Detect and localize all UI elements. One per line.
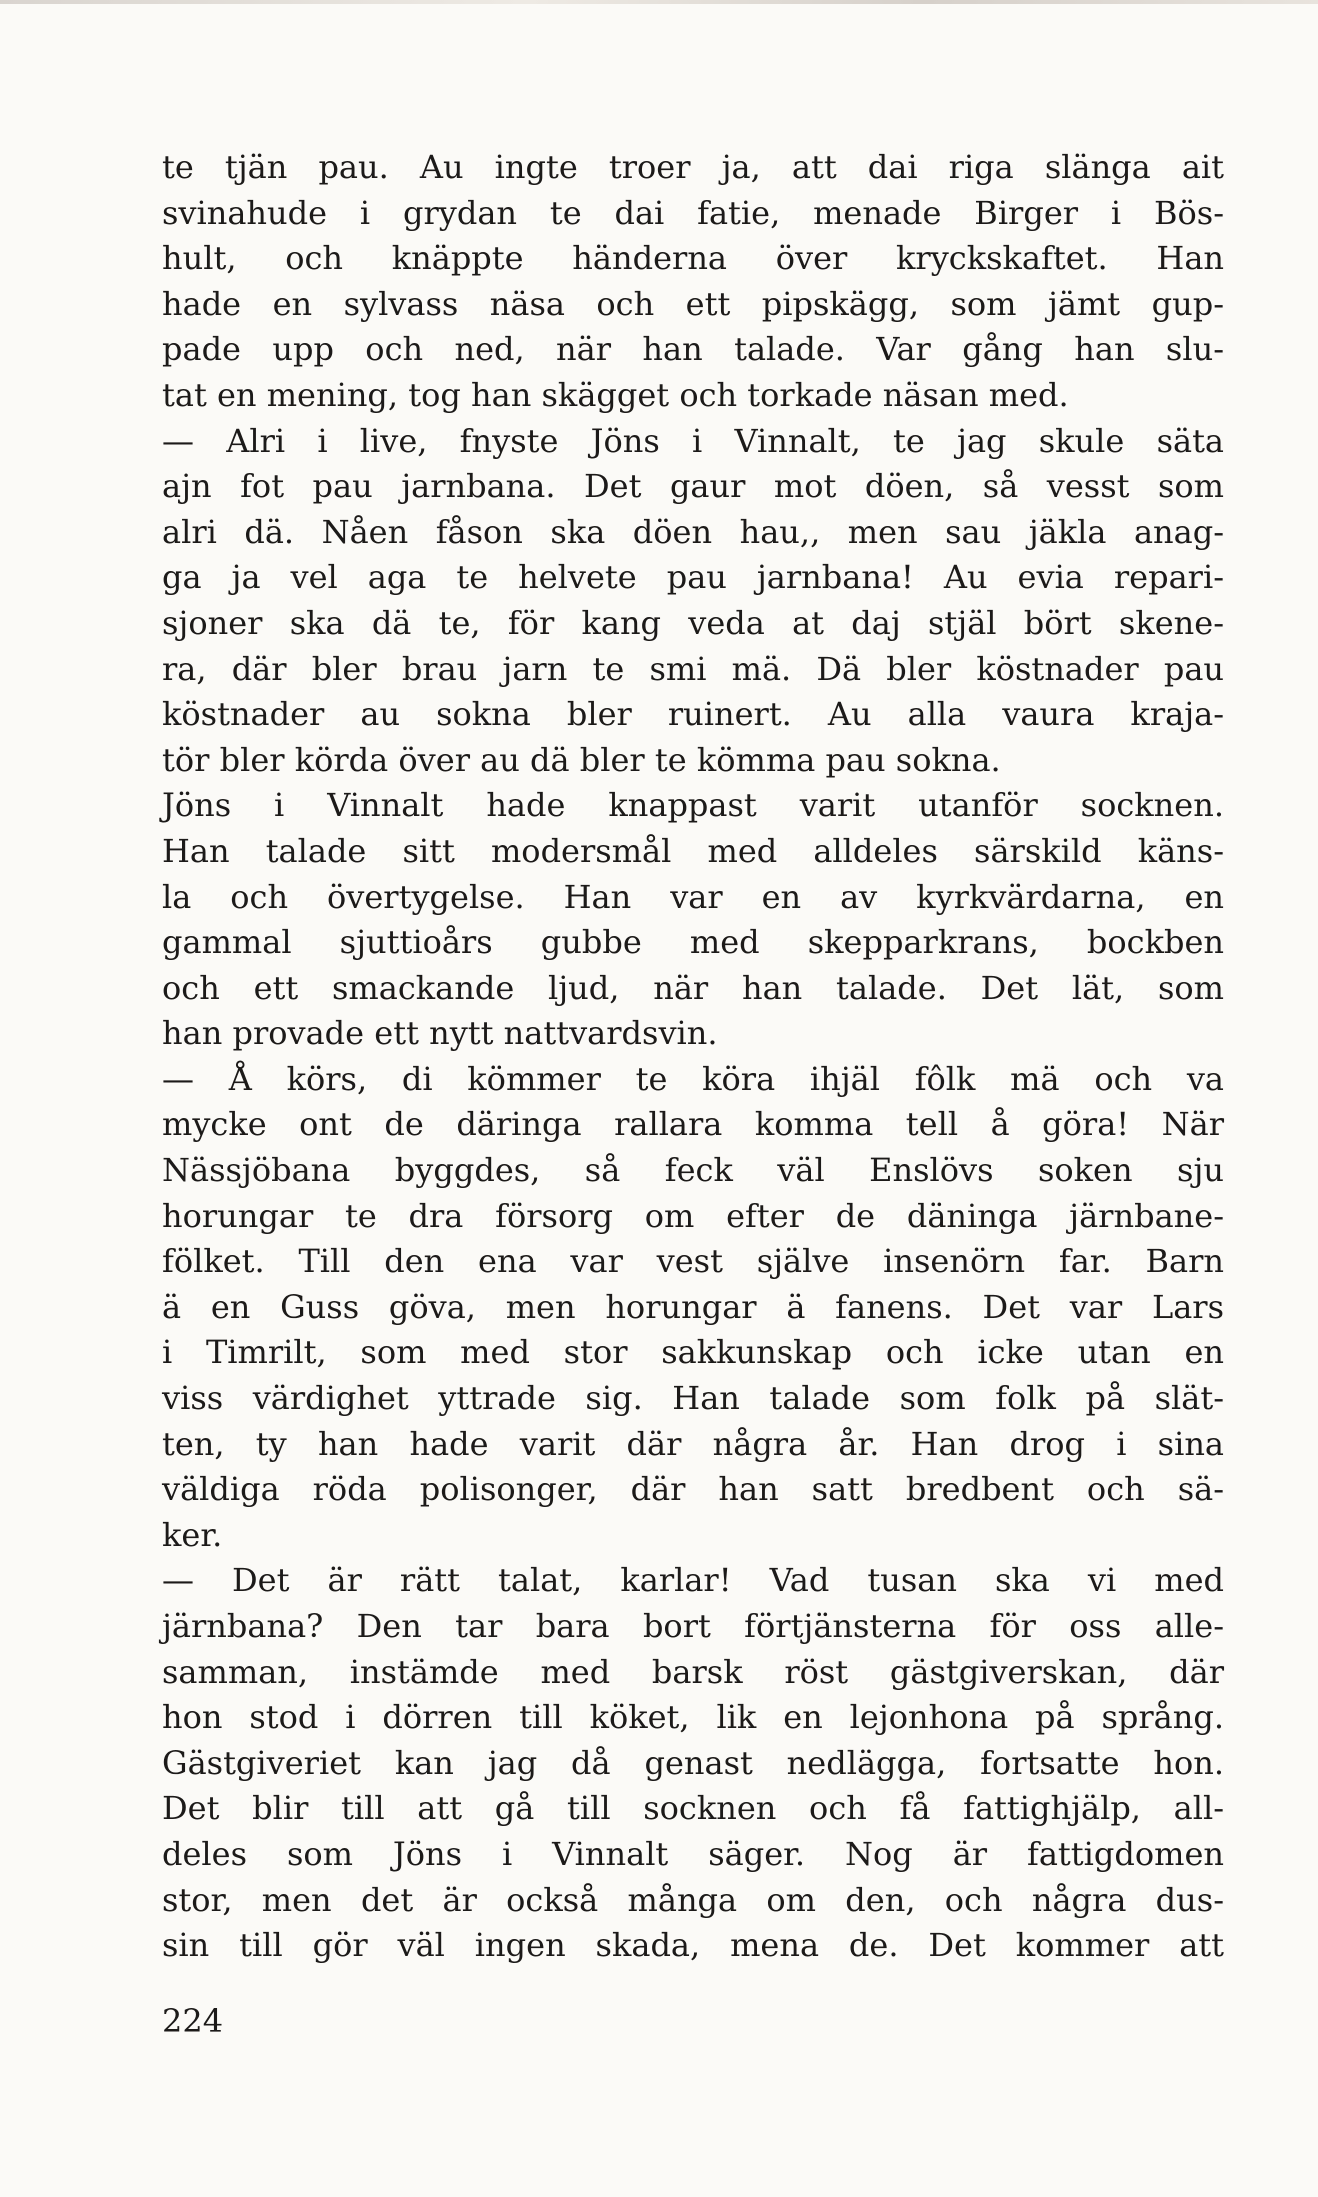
page-number: 224	[162, 2002, 224, 2040]
text-line: pade upp och ned, när han talade. Var gång han slu-	[162, 330, 1224, 369]
text-line: ä en Guss göva, men horungar ä fanens. Det var Lars	[162, 1287, 1224, 1326]
text-line: gammal sjuttioårs gubbe med skepparkrans, bockben	[162, 923, 1224, 962]
text-line: i Timrilt, som med stor sakkunskap och icke utan en	[162, 1333, 1224, 1372]
text-line: sin till gör väl ingen skada, mena de. Det kommer att	[162, 1926, 1224, 1965]
text-line: Han talade sitt modersmål med alldeles särskild käns-	[162, 831, 1224, 870]
text-line: alri dä. Nåen fåson ska döen hau,, men sau jäkla anag-	[162, 512, 1224, 551]
text-line: han provade ett nytt nattvardsvin.	[162, 1014, 718, 1053]
text-line: fölket. Till den ena var vest själve insenörn far. Barn	[162, 1242, 1224, 1281]
text-line: — Å körs, di kömmer te köra ihjäl fôlk mä och va	[162, 1059, 1224, 1098]
text-line: hult, och knäppte händerna över kryckskaftet. Han	[162, 239, 1224, 278]
text-line: köstnader au sokna bler ruinert. Au alla vaura kraja-	[162, 695, 1224, 734]
text-line: horungar te dra försorg om efter de däninga järnbane-	[162, 1196, 1224, 1235]
text-line: ga ja vel aga te helvete pau jarnbana! Au evia repari-	[162, 558, 1224, 597]
text-line: — Alri i live, fnyste Jöns i Vinnalt, te jag skule säta	[162, 421, 1224, 460]
text-line: väldiga röda polisonger, där han satt bredbent och sä-	[162, 1470, 1224, 1509]
text-line: tör bler körda över au dä bler te kömma pau sokna.	[162, 740, 1001, 779]
text-line: ten, ty han hade varit där några år. Han drog i sina	[162, 1424, 1224, 1463]
body-text	[162, 145, 1224, 1969]
text-line: stor, men det är också många om den, och några dus-	[162, 1880, 1224, 1919]
text-line: hade en sylvass näsa och ett pipskägg, som jämt gup-	[162, 284, 1224, 323]
text-line: hon stod i dörren till köket, lik en lejonhona på språng.	[162, 1698, 1224, 1737]
text-line: Gästgiveriet kan jag då genast nedlägga, fortsatte hon.	[162, 1743, 1224, 1782]
text-line: Jöns i Vinnalt hade knappast varit utanför socknen.	[162, 786, 1224, 825]
text-line: viss värdighet yttrade sig. Han talade som folk på slät-	[162, 1379, 1224, 1418]
text-line: ker.	[162, 1515, 223, 1554]
text-line: — Det är rätt talat, karlar! Vad tusan ska vi med	[162, 1561, 1224, 1600]
text-line: Det blir till att gå till socknen och få fattighjälp, all-	[162, 1789, 1224, 1828]
text-line: deles som Jöns i Vinnalt säger. Nog är fattigdomen	[162, 1834, 1224, 1873]
text-line: sjoner ska dä te, för kang veda at daj stjäl bört skene-	[162, 603, 1224, 642]
text-line: Nässjöbana byggdes, så feck väl Enslövs soken sju	[162, 1151, 1224, 1190]
text-line: te tjän pau. Au ingte troer ja, att dai riga slänga ait	[162, 148, 1224, 186]
text-line: ra, där bler brau jarn te smi mä. Dä bler köstnader pau	[162, 649, 1224, 688]
text-line: la och övertygelse. Han var en av kyrkvärdarna, en	[162, 877, 1224, 916]
text-line: mycke ont de däringa rallara komma tell å göra! När	[162, 1105, 1224, 1144]
text-line: och ett smackande ljud, när han talade. Det lät, som	[162, 968, 1224, 1007]
text-line: järnbana? Den tar bara bort förtjänsterna för oss alle-	[162, 1607, 1224, 1645]
text-line: samman, instämde med barsk röst gästgiverskan, där	[162, 1652, 1224, 1691]
text-line: tat en mening, tog han skägget och torkade näsan med.	[162, 375, 1069, 414]
page-top-edge	[0, 0, 1318, 4]
text-line: ajn fot pau jarnbana. Det gaur mot döen, så vesst som	[162, 467, 1224, 506]
text-line: svinahude i grydan te dai fatie, menade Birger i Bös-	[162, 193, 1224, 232]
